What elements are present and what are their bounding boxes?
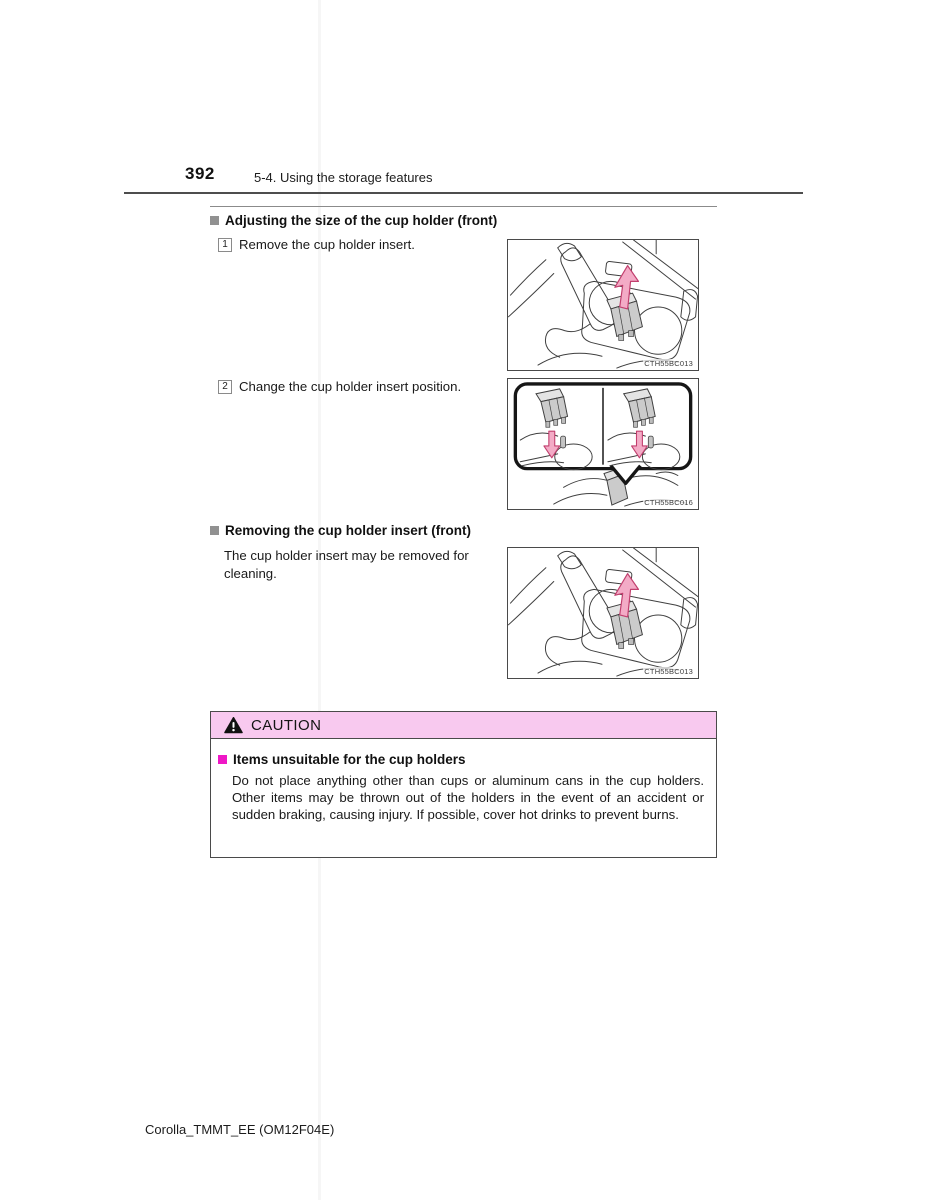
- section-heading-adjusting: [210, 213, 497, 228]
- gray-square-bullet-icon: [210, 216, 219, 225]
- figure-label: CTH55BC013: [644, 359, 693, 368]
- line-art-console-illustration: [508, 240, 698, 370]
- step-2-text: Change the cup holder insert position.: [239, 379, 462, 394]
- step-number-box: 1: [218, 238, 232, 252]
- footer-publication-code: Corolla_TMMT_EE (OM12F04E): [145, 1122, 335, 1137]
- caution-header-band: [211, 712, 716, 739]
- line-art-console-illustration: [508, 548, 698, 678]
- section-heading-removing: [210, 523, 471, 538]
- warning-triangle-icon: [224, 717, 243, 734]
- figure-cup-holder-removal-1: [507, 239, 699, 371]
- section-heading-label: Adjusting the size of the cup holder (front): [225, 213, 498, 228]
- figure-insert-position-callout: [507, 378, 699, 510]
- header-rule: [124, 192, 803, 194]
- magenta-square-bullet-icon: [218, 755, 227, 764]
- step-number-box: 2: [218, 380, 232, 394]
- caution-item-heading: Items unsuitable for the cup holders: [233, 752, 466, 767]
- step-1-row: [218, 237, 415, 252]
- step-2-row: [218, 379, 461, 394]
- caution-box: [210, 711, 717, 858]
- section-heading-label: Removing the cup holder insert (front): [225, 523, 472, 538]
- page-number: 392: [185, 164, 215, 183]
- removing-body-text: The cup holder insert may be removed for cleaning.: [224, 548, 469, 581]
- caution-title: CAUTION: [251, 716, 322, 734]
- figure-label: CTH55BC013: [644, 667, 693, 676]
- step-1-text: Remove the cup holder insert.: [239, 237, 415, 252]
- figure-cup-holder-removal-2: [507, 547, 699, 679]
- caution-item-heading-row: [218, 752, 706, 767]
- figure-label: CTH55BC016: [644, 498, 693, 507]
- caution-body-text: Do not place anything other than cups or aluminum cans in the cup holders. Other items may be thrown out of the holders in the event of an accident or sudden braking, causing injury. If possible, cover hot drinks to prevent burns.: [232, 773, 704, 823]
- gray-square-bullet-icon: [210, 526, 219, 535]
- line-art-callout-illustration: [508, 379, 698, 509]
- chapter-title: 5-4. Using the storage features: [254, 170, 433, 185]
- section-top-rule: [210, 206, 717, 207]
